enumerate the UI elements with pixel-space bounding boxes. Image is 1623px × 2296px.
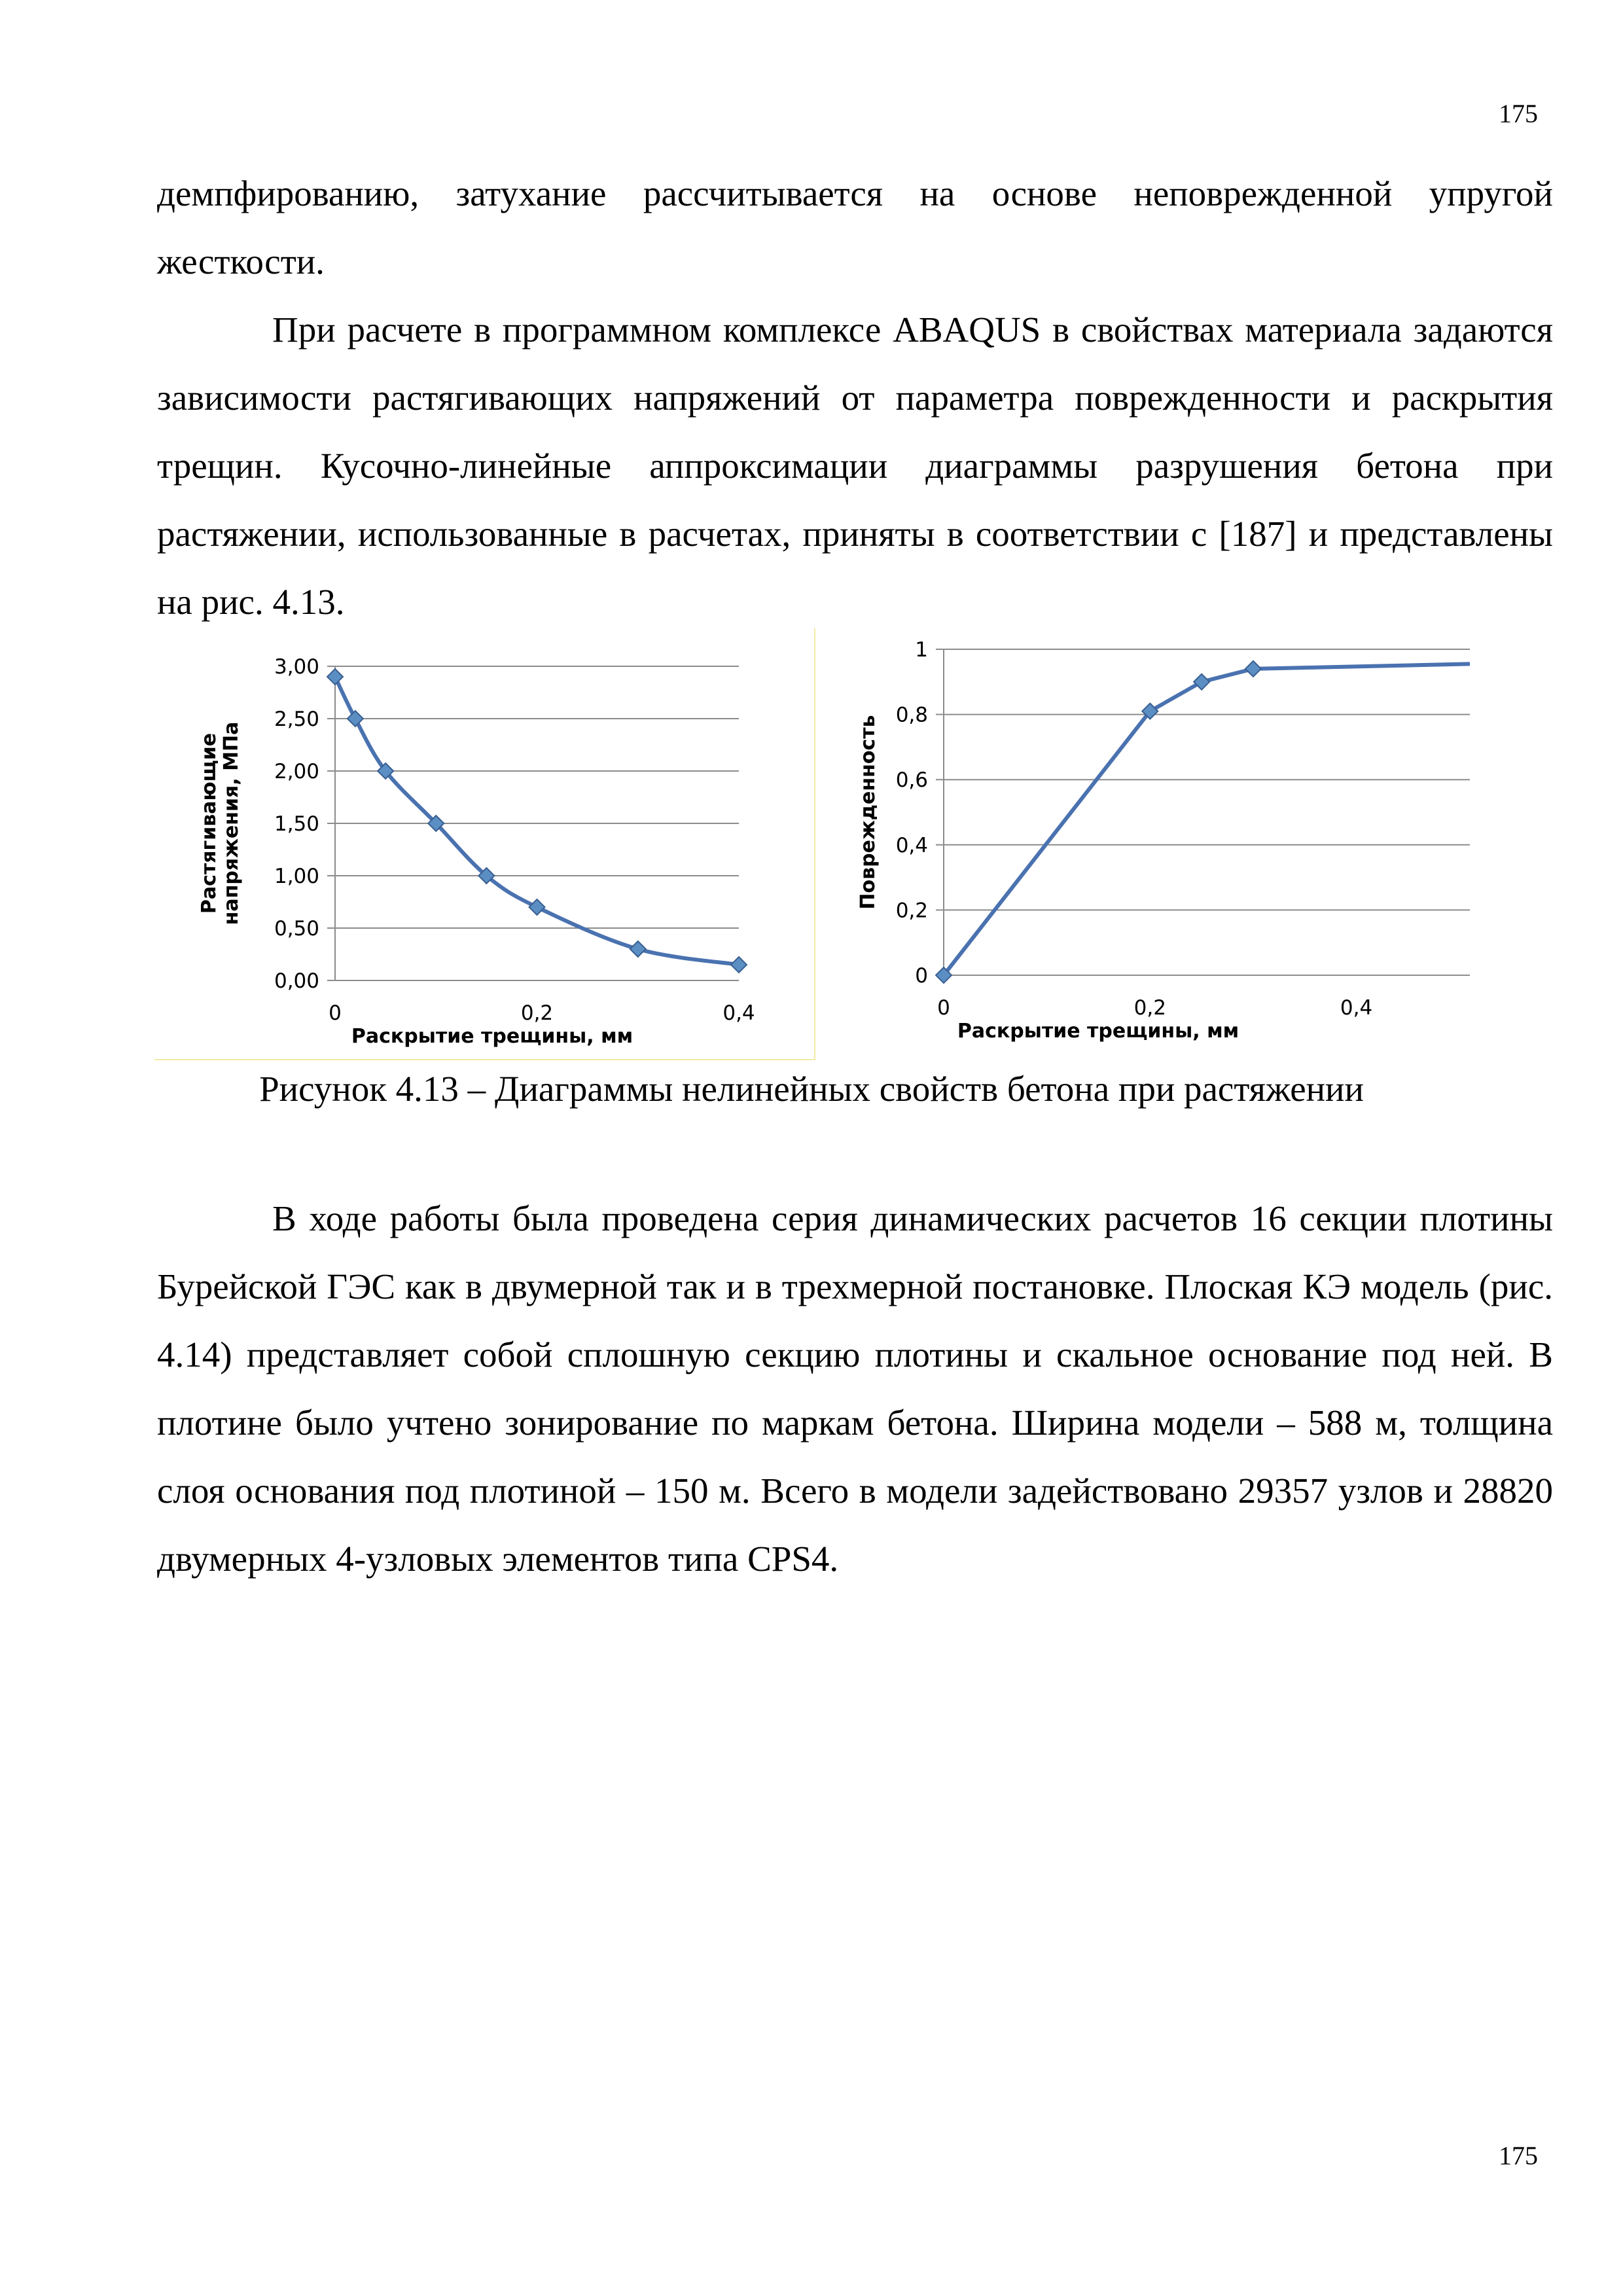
paragraph: демпфированию, затухание рассчитывается на основе неповрежденной упругой жесткости.: [157, 173, 1553, 281]
y-axis-label: [198, 722, 243, 925]
y-axis-label-line: Растягивающие: [198, 732, 221, 914]
y-tick-label: 0,50: [274, 917, 319, 941]
x-tick-label: 0,4: [722, 1001, 755, 1025]
y-tick-label: 2,50: [274, 708, 319, 731]
y-tick-label: 1,50: [274, 812, 319, 836]
x-tick-label: 0,2: [520, 1001, 554, 1025]
stress-crack-chart-svg: [154, 628, 815, 1060]
y-axis-label-line: напряжения, МПа: [220, 721, 243, 925]
y-tick-label: 0,4: [895, 833, 928, 857]
paragraph: При расчете в программном комплексе ABAQUS в свойствах материала задаются зависимости растягивающих напряжений от параметра поврежденности и раскрытия трещин. Кусочно-линейные аппроксимации диаграммы разрушения бетона при растяжении, использованные в расчетах, приняты в соответствии с [187] и представлены на рис. 4.13.: [157, 310, 1553, 622]
y-axis-label: [857, 715, 880, 909]
data-point: [327, 669, 343, 685]
paragraph: В ходе работы была проведена серия динамических расчетов 16 секции плотины Бурейской ГЭС как в двумерной так и в трехмерной постановке. Плоская КЭ модель (рис. 4.14) представляет собой сплошную секцию плотины и скальное основание под ней. В плотине было учтено зонирование по маркам бетона. Ширина модели – 588 м, толщина слоя основания под плотиной – 150 м. Всего в модели задействовано 29357 узлов и 28820 двумерных 4-узловых элементов типа CPS4.: [157, 1198, 1553, 1579]
y-tick-label: 3,00: [274, 655, 319, 679]
data-point: [348, 711, 363, 726]
series-line: [335, 677, 739, 965]
x-tick-label: 0: [937, 996, 950, 1020]
x-axis-label: Раскрытие трещины, мм: [351, 1025, 633, 1048]
data-point: [1194, 674, 1209, 690]
series-line: [944, 664, 1470, 975]
y-tick-label: 0,6: [895, 768, 928, 793]
y-tick-label: 0: [915, 964, 928, 988]
y-tick-label: 0,8: [895, 703, 928, 727]
data-point: [630, 941, 646, 957]
x-axis-label: Раскрытие трещины, мм: [957, 1020, 1240, 1043]
body-text-top: [157, 160, 1553, 636]
body-text-bottom: [157, 1185, 1553, 1593]
x-tick-label: 0: [329, 1001, 342, 1025]
page-number-top: 175: [1499, 99, 1538, 128]
page-number-bottom: 175: [1499, 2141, 1538, 2170]
data-point: [1245, 661, 1261, 677]
y-tick-label: 1,00: [274, 865, 319, 888]
x-tick-label: 0,4: [1340, 996, 1373, 1020]
y-axis-label-line: Поврежденность: [857, 715, 880, 910]
y-tick-label: 0,00: [274, 969, 319, 993]
y-tick-label: 2,00: [274, 760, 319, 783]
damage-crack-chart: [812, 628, 1472, 1060]
y-tick-label: 0,2: [895, 899, 928, 923]
y-tick-label: 1: [915, 638, 928, 662]
figure-caption: Рисунок 4.13 – Диаграммы нелинейных свойств бетона при растяжении: [259, 1069, 1364, 1109]
stress-crack-chart: [154, 628, 815, 1060]
data-point: [731, 957, 747, 973]
x-tick-label: 0,2: [1133, 996, 1166, 1020]
data-point: [529, 899, 545, 915]
damage-crack-chart-svg: [812, 628, 1472, 1060]
